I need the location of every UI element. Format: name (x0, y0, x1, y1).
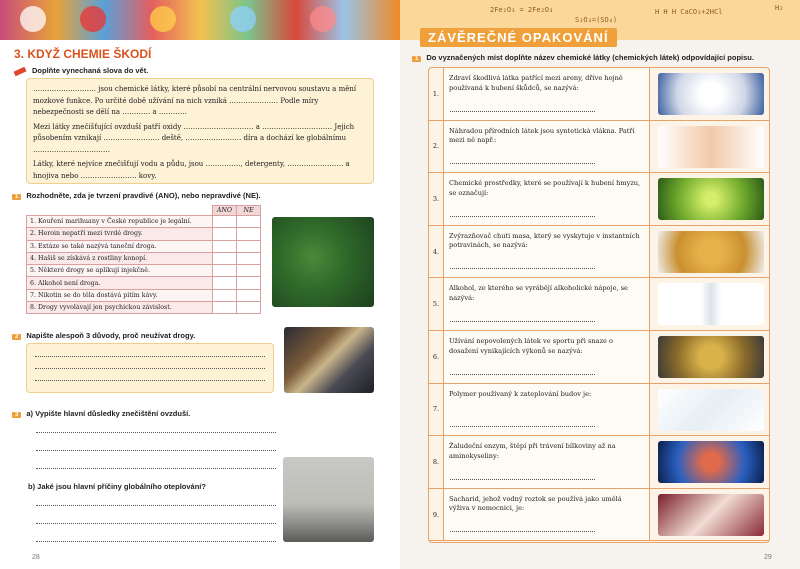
answer-line (35, 368, 265, 369)
question-text: Chemické prostředky, které se používají k hubení hmyzu, se označují: (449, 179, 641, 197)
statement-text: 5. Některé drogy se aplikují injekčně. (27, 265, 213, 277)
statement-row (27, 265, 261, 277)
question-text: Sacharid, jehož vodný roztok se používá jako umělá výživa v nemocnici, je: (449, 494, 622, 513)
section-title: 3. KDYŽ CHEMIE ŠKODÍ (14, 47, 152, 61)
no-checkbox[interactable] (237, 277, 261, 289)
true-false-table (26, 205, 261, 314)
row-question (443, 226, 650, 278)
yes-checkbox[interactable] (213, 228, 237, 240)
answer-line[interactable] (36, 505, 276, 506)
review-row (429, 436, 769, 489)
row-number: 9. (432, 510, 440, 519)
question-text: Zvýrazňovač chuti masa, který se vyskytuje v instantních potravinách, se nazývá: (449, 231, 640, 250)
insect-spray-photo (658, 178, 764, 220)
row-question (443, 278, 650, 330)
row-number: 7. (432, 405, 440, 414)
question-text: Zdraví škodlivá látka patřící mezi areny, dříve hojně používaná k hubení škůdců, se nazývá: (449, 74, 623, 92)
statement-row (27, 216, 261, 228)
statement-row (27, 252, 261, 264)
column-yes: ANO (213, 206, 237, 216)
can-decoration (310, 6, 336, 32)
exercise-number: 1 (412, 56, 421, 62)
answer-line (35, 356, 265, 357)
reasons-answer-box[interactable] (26, 343, 274, 393)
answer-line (35, 380, 265, 381)
column-no: NE (237, 206, 261, 216)
yes-checkbox[interactable] (213, 277, 237, 289)
row-number: 1. (432, 89, 440, 98)
statement-text: 8. Drogy vyvolávají jen psychickou závislost. (27, 302, 213, 314)
review-row (429, 121, 769, 174)
question-text: Užívání nepovolených látek ve sportu při snaze o dosažení vynikajících výkonů se nazývá: (449, 337, 614, 355)
fill-paragraph: Mezi látky znečišťující ovzduší patří oxidy ………………………… a ………………………… Jejich působením vznikají …………………… deště, …………………… díra a dochází ke globálnímu …………………………… (33, 122, 355, 154)
review-row (429, 384, 769, 437)
no-checkbox[interactable] (237, 228, 261, 240)
fill-paragraph: Látky, které nejvíce znečišťují vodu a půdu, jsou ……………, detergenty, …………………… a hnojiva nebo …………………… kovy. (33, 160, 350, 180)
statement-text: 1. Kouření marihuany v České republice je legální. (27, 216, 213, 228)
fill-paragraph: ……………………… jsou chemické látky, které působí na centrální nervovou soustavu a mění mozkové funkce. Po určité době užívání na nich vzniká ………………… Podle míry nebezpečnosti se dělí na ………… a ………… (33, 85, 357, 116)
row-number: 3. (432, 194, 440, 203)
question-text: Náhradou přírodních látek jsou syntetická vlákna. Patří mezi ně např.: (449, 126, 635, 145)
yes-checkbox[interactable] (213, 302, 237, 314)
review-row (429, 68, 769, 121)
statement-row (27, 240, 261, 252)
review-row (429, 226, 769, 279)
fill-in-box[interactable] (26, 78, 374, 184)
statement-text: 4. Hašiš se získává z rostliny konopí. (27, 252, 213, 264)
statement-row (27, 289, 261, 301)
statement-text: 6. Alkohol není droga. (27, 277, 213, 289)
statement-text: 2. Heroin nepatří mezi tvrdé drogy. (27, 228, 213, 240)
question-text: Polymer používaný k zateplování budov je: (449, 389, 592, 398)
pill-decoration (20, 6, 46, 32)
pills-photo (658, 73, 764, 115)
legs-tights-photo (658, 126, 764, 168)
row-question (443, 121, 650, 173)
review-instruction: 1 Do vyznačených míst doplňte název chemické látky (chemických látek) odpovídající popisu. (412, 53, 754, 62)
bottle-photo (658, 283, 764, 325)
no-checkbox[interactable] (237, 216, 261, 228)
statement-text: 3. Extáze se také nazývá taneční droga. (27, 240, 213, 252)
nurse-infusion-photo (658, 494, 764, 536)
answer-line[interactable] (450, 531, 595, 532)
answer-line[interactable] (36, 541, 276, 542)
row-question (443, 384, 650, 436)
insulation-board-photo (658, 389, 764, 431)
row-number: 4. (432, 247, 440, 256)
review-table (428, 67, 770, 543)
answer-line[interactable] (450, 111, 595, 112)
no-checkbox[interactable] (237, 265, 261, 277)
row-number: 8. (432, 457, 440, 466)
exercise-number: 3 (12, 412, 21, 418)
exercise-global-warming-instruction: b) Jaké jsou hlavní příčiny globálního oteplování? (28, 482, 206, 491)
statement-text: 7. Nikotin se do těla dostává pitím kávy. (27, 289, 213, 301)
exercise-number: 2 (12, 334, 21, 340)
medals-photo (658, 336, 764, 378)
exercise-reasons-instruction: 2 Napište alespoň 3 důvody, proč neužívat drogy. (12, 331, 195, 340)
answer-line[interactable] (450, 163, 595, 164)
review-row (429, 331, 769, 384)
no-checkbox[interactable] (237, 302, 261, 314)
answer-line[interactable] (36, 523, 276, 524)
drugs-photo (284, 327, 374, 393)
no-checkbox[interactable] (237, 240, 261, 252)
yes-checkbox[interactable] (213, 216, 237, 228)
review-row (429, 278, 769, 331)
review-row (429, 173, 769, 226)
row-number: 6. (432, 352, 440, 361)
row-number: 5. (432, 300, 440, 309)
yes-checkbox[interactable] (213, 252, 237, 264)
question-text: Žaludeční enzym, štěpí při trávení bílkoviny až na aminokyseliny: (449, 442, 616, 460)
yes-checkbox[interactable] (213, 289, 237, 301)
yes-checkbox[interactable] (213, 265, 237, 277)
cannabis-photo (272, 217, 374, 307)
answer-line[interactable] (36, 432, 276, 433)
candy-decoration (150, 6, 176, 32)
answer-line[interactable] (36, 468, 276, 469)
yes-checkbox[interactable] (213, 240, 237, 252)
question-text: Alkohol, ze kterého se vyrábějí alkoholické nápoje, se nazývá: (449, 284, 628, 302)
review-row (429, 489, 769, 542)
chem-formula: H₂ (775, 4, 784, 12)
review-title: ZÁVĚREČNÉ OPAKOVÁNÍ (420, 28, 617, 47)
chem-formula: S₂O₃=(SO₄) (575, 16, 618, 24)
exercise-fill-words-instruction: Doplňte vynechaná slova do vět. (14, 66, 148, 75)
row-number: 2. (432, 142, 440, 151)
row-question (443, 436, 650, 488)
answer-line[interactable] (450, 268, 595, 269)
seasoning-photo (658, 231, 764, 273)
exercise-air-pollution-instruction: 3 a) Vypište hlavní důsledky znečištění ovzduší. (12, 409, 190, 418)
answer-line[interactable] (450, 426, 595, 427)
pencil-icon (14, 66, 27, 76)
statement-row (27, 277, 261, 289)
top-photo-banner (0, 0, 400, 40)
answer-line[interactable] (450, 321, 595, 322)
row-question (443, 173, 650, 225)
chem-formula: 2Fe₂O₃ = 2Fe₂O₃ (490, 6, 554, 14)
statement-row (27, 228, 261, 240)
stomach-photo (658, 441, 764, 483)
page-number: 29 (764, 554, 772, 561)
answer-line[interactable] (450, 216, 595, 217)
answer-line[interactable] (450, 479, 595, 480)
answer-line[interactable] (450, 374, 595, 375)
flask-decoration (230, 6, 256, 32)
exercise-number: 1 (12, 194, 21, 200)
row-question (443, 68, 650, 120)
no-checkbox[interactable] (237, 252, 261, 264)
statement-row (27, 302, 261, 314)
chem-formula: H H H CaCO₃+2HCl (655, 8, 723, 16)
answer-line[interactable] (36, 450, 276, 451)
no-checkbox[interactable] (237, 289, 261, 301)
row-question (443, 489, 650, 541)
pill-decoration (80, 6, 106, 32)
row-question (443, 331, 650, 383)
exercise-true-false-instruction: 1 Rozhodněte, zda je tvrzení pravdivé (ANO), nebo nepravdivé (NE). (12, 191, 261, 200)
smog-city-photo (283, 457, 374, 542)
page-number: 28 (32, 554, 40, 561)
